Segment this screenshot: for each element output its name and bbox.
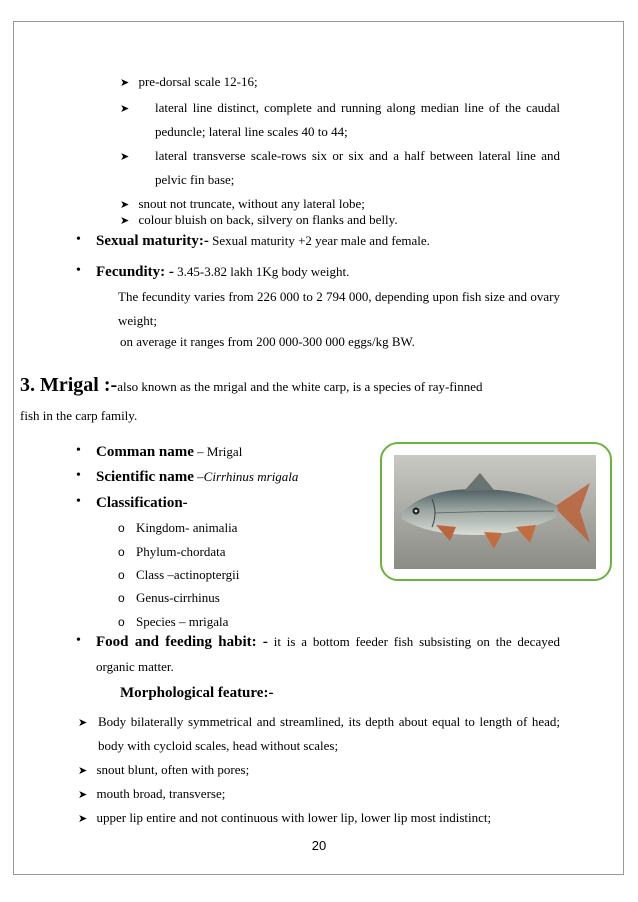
bullet-dot-icon: • [76, 443, 81, 458]
list-item [78, 786, 225, 802]
fecundity-line: on average it ranges from 200 000-300 000 eggs/kg BW. [120, 334, 415, 349]
list-item-text: snout blunt, often with pores; [96, 762, 250, 777]
bullet-dot-icon: • [76, 494, 81, 509]
list-item-text: pre-dorsal scale 12-16; [138, 74, 258, 89]
list-item-text: lateral transverse scale-rows six or six and a half between lateral line and [155, 148, 560, 163]
mrigal-fish-image [394, 455, 596, 569]
bullet-dot-icon: • [76, 232, 81, 247]
morph-heading: Morphological feature:- [120, 685, 274, 701]
sexual-maturity-label: Sexual maturity:- [96, 233, 209, 249]
scientific-name-text: Cirrhinus mrigala [203, 469, 299, 484]
common-name-text: – Mrigal [193, 444, 243, 459]
circle-bullet-icon: o [118, 521, 125, 535]
food-feeding-text: organic matter. [96, 659, 174, 674]
list-item [78, 762, 249, 778]
arrowhead-bullet-icon: ➤ [78, 716, 88, 729]
fecundity-line: weight; [118, 313, 157, 328]
list-item [120, 196, 365, 212]
arrowhead-bullet-icon: ➤ [120, 198, 130, 211]
page-number: 20 [311, 838, 327, 853]
list-item [120, 100, 129, 116]
bullet-dot-icon: • [76, 468, 81, 483]
list-item [120, 74, 258, 90]
circle-bullet-icon: o [118, 615, 125, 629]
arrowhead-bullet-icon: ➤ [78, 764, 88, 777]
list-item [120, 212, 398, 228]
section-intro: also known as the mrigal and the white carp, is a species of ray-finned [117, 379, 483, 394]
list-item-text: body with cycloid scales, head without scales; [98, 738, 339, 753]
fecundity-text: 3.45-3.82 lakh 1Kg body weight. [173, 264, 350, 279]
list-item-text: pelvic fin base; [155, 172, 235, 187]
arrowhead-bullet-icon: ➤ [120, 102, 130, 115]
list-item-text: snout not truncate, without any lateral lobe; [138, 196, 365, 211]
arrowhead-bullet-icon: ➤ [120, 76, 130, 89]
list-item-text: peduncle; lateral line scales 40 to 44; [155, 124, 348, 139]
list-item-text: colour bluish on back, silvery on flanks and belly. [138, 212, 398, 227]
section-intro: fish in the carp family. [20, 408, 138, 423]
scientific-name [96, 469, 298, 486]
arrowhead-bullet-icon: ➤ [78, 788, 88, 801]
classification-label: Classification- [96, 495, 188, 511]
circle-bullet-icon: o [118, 545, 125, 559]
section-title: 3. Mrigal :- [20, 374, 118, 396]
list-item [120, 148, 129, 164]
arrowhead-bullet-icon: ➤ [120, 150, 130, 163]
bullet-dot-icon: • [76, 263, 81, 278]
scientific-name-label: Scientific name [96, 469, 194, 485]
classification-item: Genus-cirrhinus [136, 590, 220, 605]
sexual-maturity-text: Sexual maturity +2 year male and female. [208, 233, 430, 248]
scientific-name-dash: – [193, 469, 204, 484]
food-feeding-label: Food and feeding habit: - [96, 634, 268, 650]
list-item-text: mouth broad, transverse; [96, 786, 226, 801]
classification-item: Kingdom- animalia [136, 520, 238, 535]
sexual-maturity [96, 233, 430, 250]
list-item-text: Body bilaterally symmetrical and streamlined, its depth about equal to length of head; [98, 714, 560, 729]
fecundity [96, 264, 349, 281]
list-item-text: upper lip entire and not continuous with lower lip, lower lip most indistinct; [96, 810, 492, 825]
common-name [96, 444, 242, 461]
food-feeding-text: it is a bottom feeder fish subsisting on the decayed [273, 634, 560, 649]
fecundity-line: The fecundity varies from 226 000 to 2 794 000, depending upon fish size and ovary [118, 289, 560, 304]
list-item-text: lateral line distinct, complete and running along median line of the caudal [155, 100, 560, 115]
arrowhead-bullet-icon: ➤ [78, 812, 88, 825]
classification-item: Phylum-chordata [136, 544, 226, 559]
bullet-dot-icon: • [76, 633, 81, 648]
circle-bullet-icon: o [118, 591, 125, 605]
classification-item: Species – mrigala [136, 614, 229, 629]
classification-item: Class –actinoptergii [136, 567, 240, 582]
arrowhead-bullet-icon: ➤ [120, 214, 130, 227]
section-heading [20, 374, 483, 397]
food-feeding [96, 634, 560, 651]
fecundity-label: Fecundity: - [96, 264, 174, 280]
circle-bullet-icon: o [118, 568, 125, 582]
list-item [78, 810, 491, 826]
common-name-label: Comman name [96, 444, 194, 460]
list-item [78, 714, 87, 730]
